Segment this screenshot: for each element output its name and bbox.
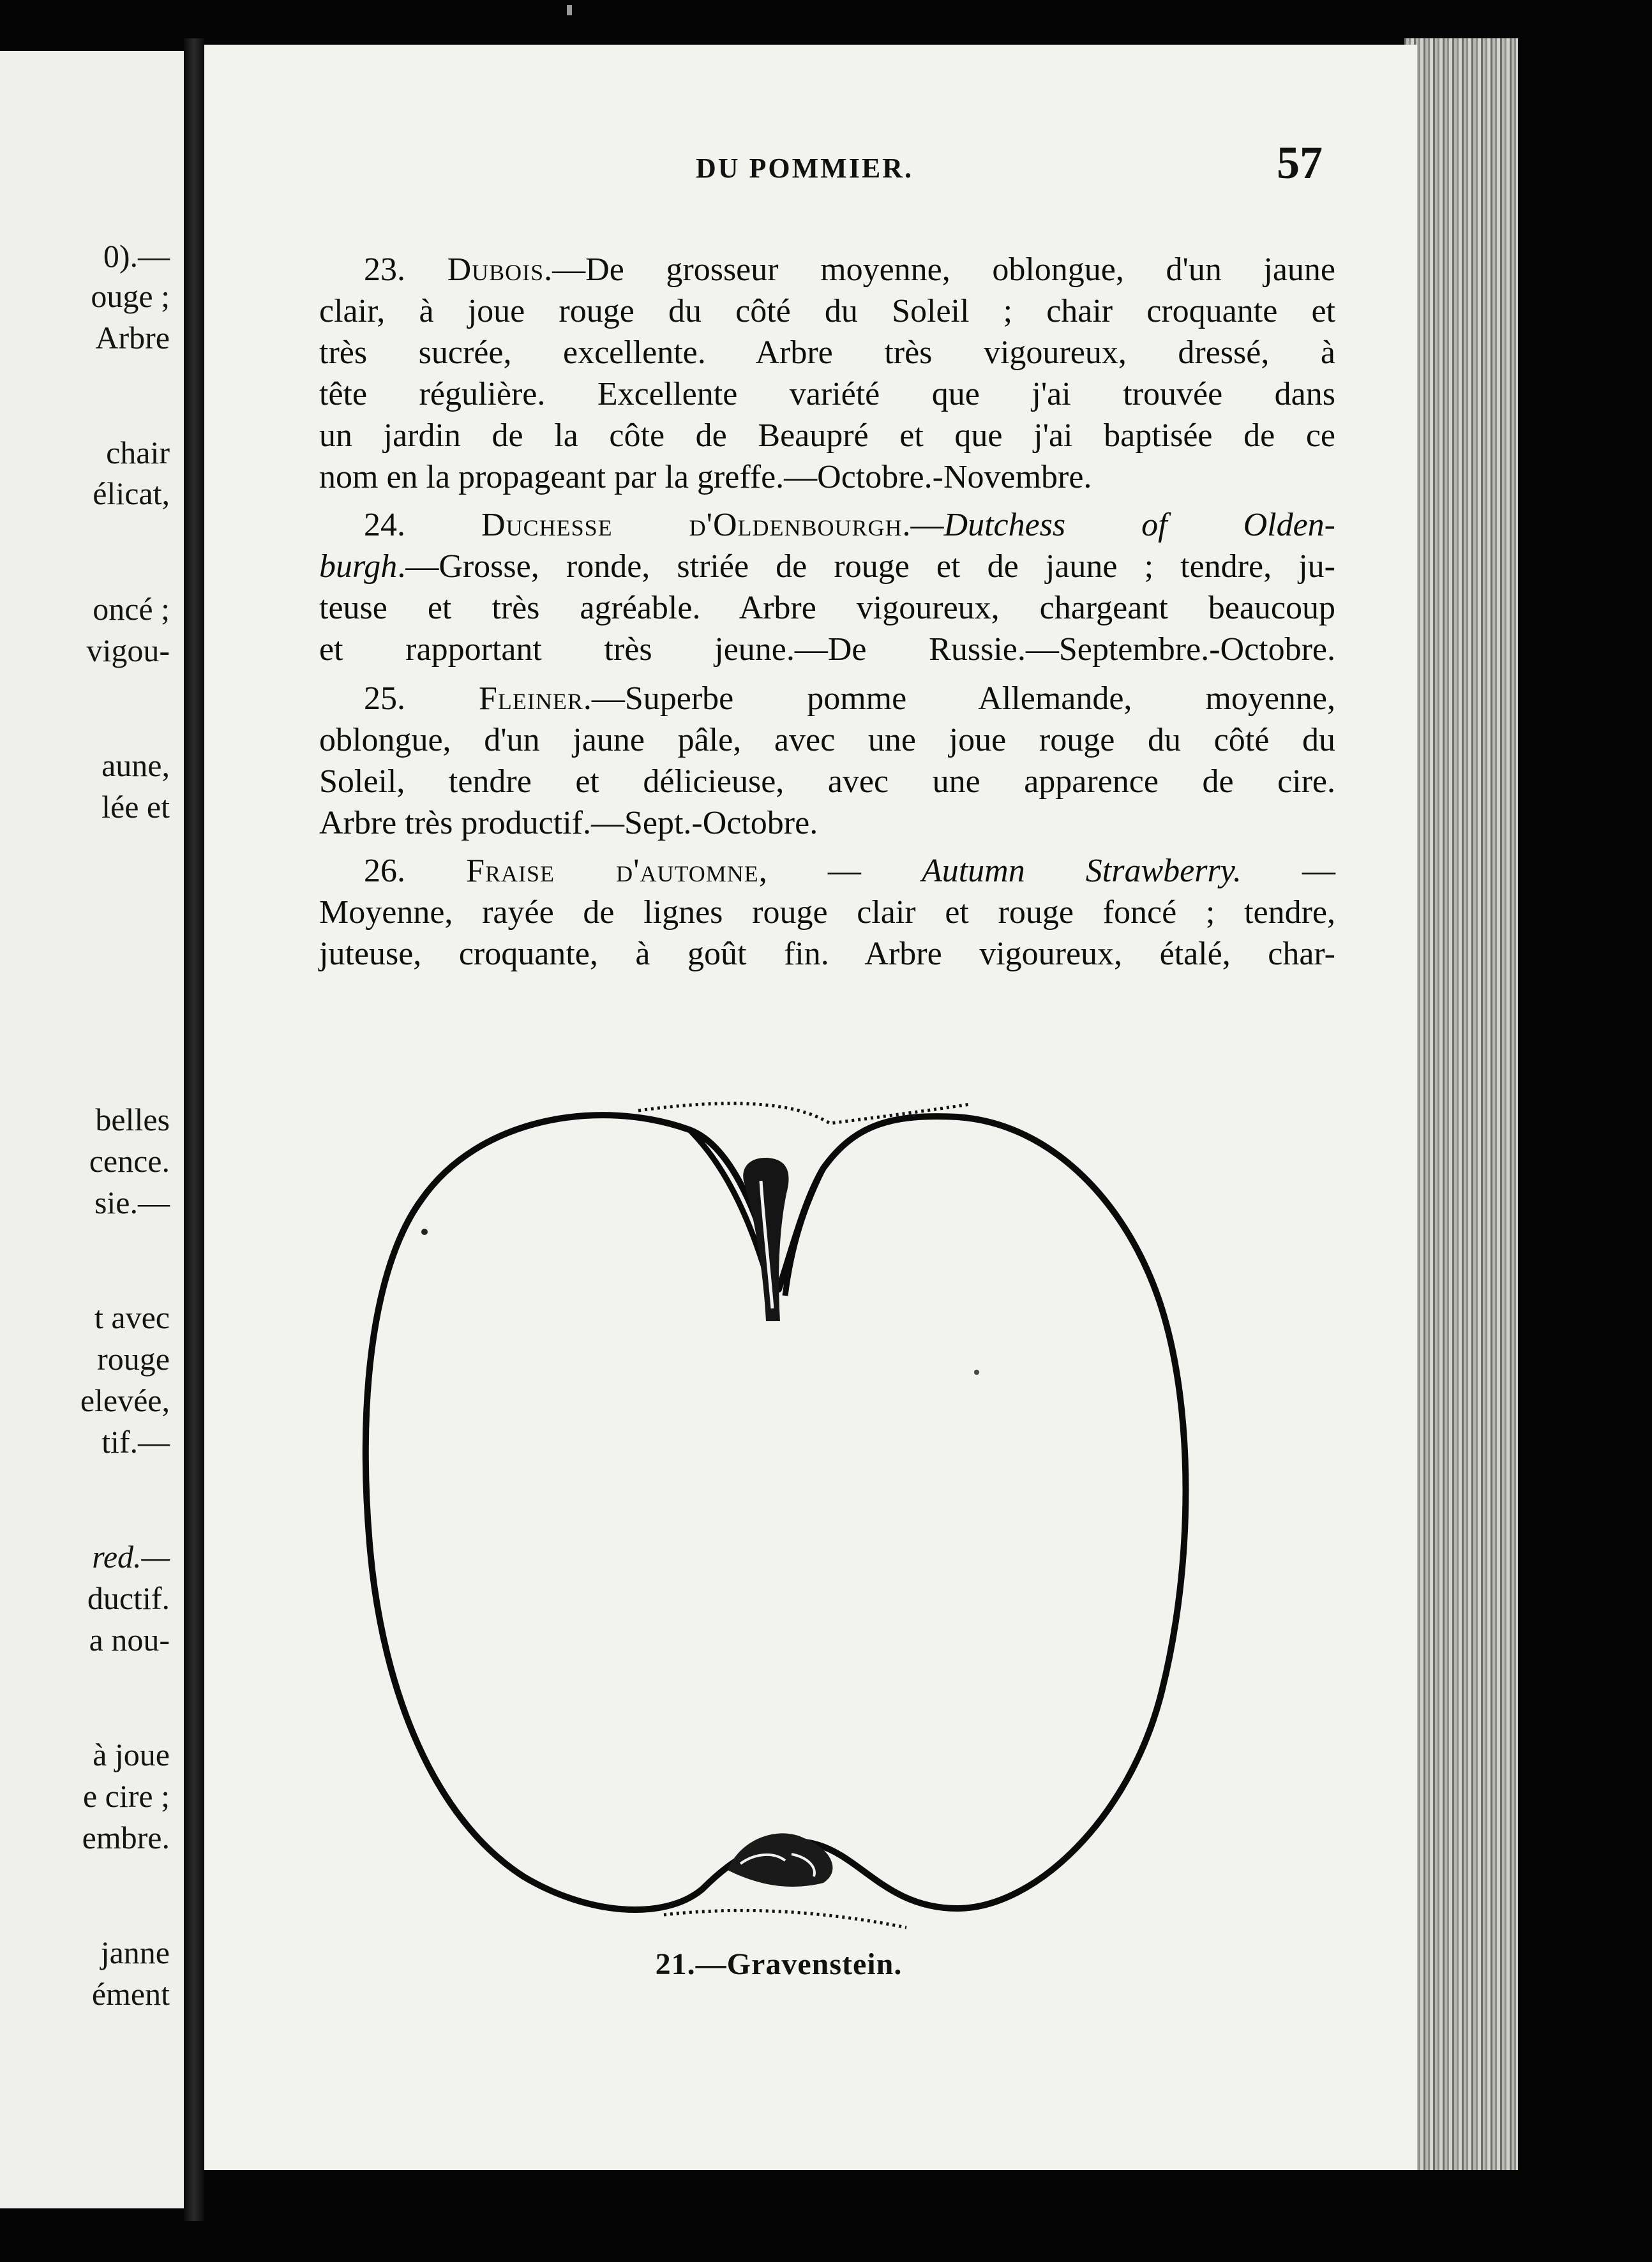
entry-text-line: teuse et très agréable. Arbre vigoureux, chargeant beaucoup (319, 590, 1335, 626)
left-fragment-line: oncé ; (93, 591, 170, 627)
left-fragment-line: cence. (89, 1143, 170, 1179)
entry-text-line: un jardin de la côte de Beaupré et que j'ai baptisée de ce (319, 417, 1335, 454)
entry-text-line: et rapportant très jeune.—De Russie.—Septembre.-Octobre. (319, 631, 1335, 668)
figure-caption: 21.—Gravenstein. (655, 1947, 903, 1981)
book-gutter (184, 38, 204, 2221)
page-number: 57 (1277, 137, 1323, 188)
left-fragment-line: embre. (82, 1820, 170, 1855)
apple-illustration (332, 1053, 1289, 1998)
entry-number: 26. (364, 853, 405, 889)
entry-number: 24. (364, 507, 405, 543)
variety-name: Fleiner (478, 680, 583, 717)
basin-dots (664, 1910, 906, 1928)
speck (974, 1370, 979, 1375)
left-fragment-line: à joue (93, 1737, 170, 1772)
entry-text-line: tête régulière. Excellente variété que j'ai trouvée dans (319, 376, 1335, 412)
variety-name: Duchesse d'Oldenbourgh (481, 507, 903, 543)
entry-number: 25. (364, 680, 405, 717)
entry-26-line-1 (364, 850, 1335, 892)
entry-24-line-2 (319, 546, 1335, 588)
entry-text-line: Arbre très productif.—Sept.-Octobre. (319, 805, 818, 841)
left-fragment-line: e cire ; (82, 1778, 170, 1814)
left-fragment-line: lée et (101, 789, 170, 825)
entry-text: .—Superbe pomme Allemande, moyenne, (583, 680, 1335, 717)
english-name: burgh (319, 548, 398, 585)
variety-name: Dubois (447, 251, 544, 288)
stem-cavity-dots (638, 1104, 970, 1123)
left-fragment-line: red.— (92, 1539, 170, 1575)
entry-text-line: Soleil, tendre et délicieuse, avec une apparence de cire. (319, 763, 1335, 800)
entry-number: 23. (364, 251, 405, 288)
entry-23-line-1 (364, 249, 1335, 291)
scan-mark (567, 5, 572, 15)
speck (421, 1229, 428, 1235)
entry-dash: — (1241, 853, 1336, 889)
left-fragment-line: vigou- (86, 633, 170, 668)
running-title: DU POMMIER. (696, 153, 913, 184)
left-fragment-line: élicat, (93, 476, 170, 511)
english-name: Dutchess of Olden- (943, 507, 1335, 543)
left-fragment-line: janne (100, 1935, 170, 1970)
entry-text-line: nom en la propageant par la greffe.—Octobre.-Novembre. (319, 459, 1092, 495)
entry-separator: , — (758, 853, 922, 889)
left-fragment-line: ouge ; (91, 278, 170, 314)
entry-text: .—De grosseur moyenne, oblongue, d'un jaune (544, 251, 1336, 288)
left-fragment-line: ductif. (87, 1580, 170, 1616)
english-name: Autumn Strawberry. (921, 853, 1242, 889)
left-fragment-line: chair (106, 435, 170, 470)
page-edges (1404, 38, 1518, 2170)
left-fragment-line: sie.— (94, 1185, 170, 1220)
entry-text-line: très sucrée, excellente. Arbre très vigoureux, dressé, à (319, 334, 1335, 371)
entry-text-line: clair, à joue rouge du côté du Soleil ; chair croquante et (319, 293, 1335, 329)
entry-text-line: oblongue, d'un jaune pâle, avec une joue rouge du côté du (319, 722, 1335, 758)
right-page (204, 45, 1417, 2170)
left-fragment-line: aune, (101, 747, 170, 783)
left-fragment-line: t avec (94, 1300, 170, 1335)
entry-24-line-1: 24. Duchesse d'Oldenbourgh.—Dutchess of Olden- (364, 507, 1335, 543)
entry-text-line: Moyenne, rayée de lignes rouge clair et rouge foncé ; tendre, (319, 894, 1335, 931)
left-fragment-line: ément (91, 1976, 170, 2012)
left-fragment-line: a nou- (89, 1622, 170, 1658)
left-page-fragment (0, 51, 184, 2208)
figure-caption-wrap (204, 1947, 1417, 1982)
left-fragment-line: rouge (97, 1341, 170, 1377)
entry-text-line: juteuse, croquante, à goût fin. Arbre vigoureux, étalé, char- (319, 936, 1335, 972)
left-fragment-line: 0).— (103, 238, 170, 274)
left-fragment-line: Arbre (95, 320, 170, 356)
entry-25-line-1 (364, 678, 1335, 720)
variety-name: Fraise d'automne (466, 853, 759, 889)
left-fragment-line: tif.— (101, 1424, 170, 1460)
entry-text: .—Grosse, ronde, striée de rouge et de jaune ; tendre, ju- (397, 548, 1335, 585)
left-fragment-line: elevée, (80, 1382, 170, 1418)
left-fragment-line: belles (95, 1102, 170, 1137)
